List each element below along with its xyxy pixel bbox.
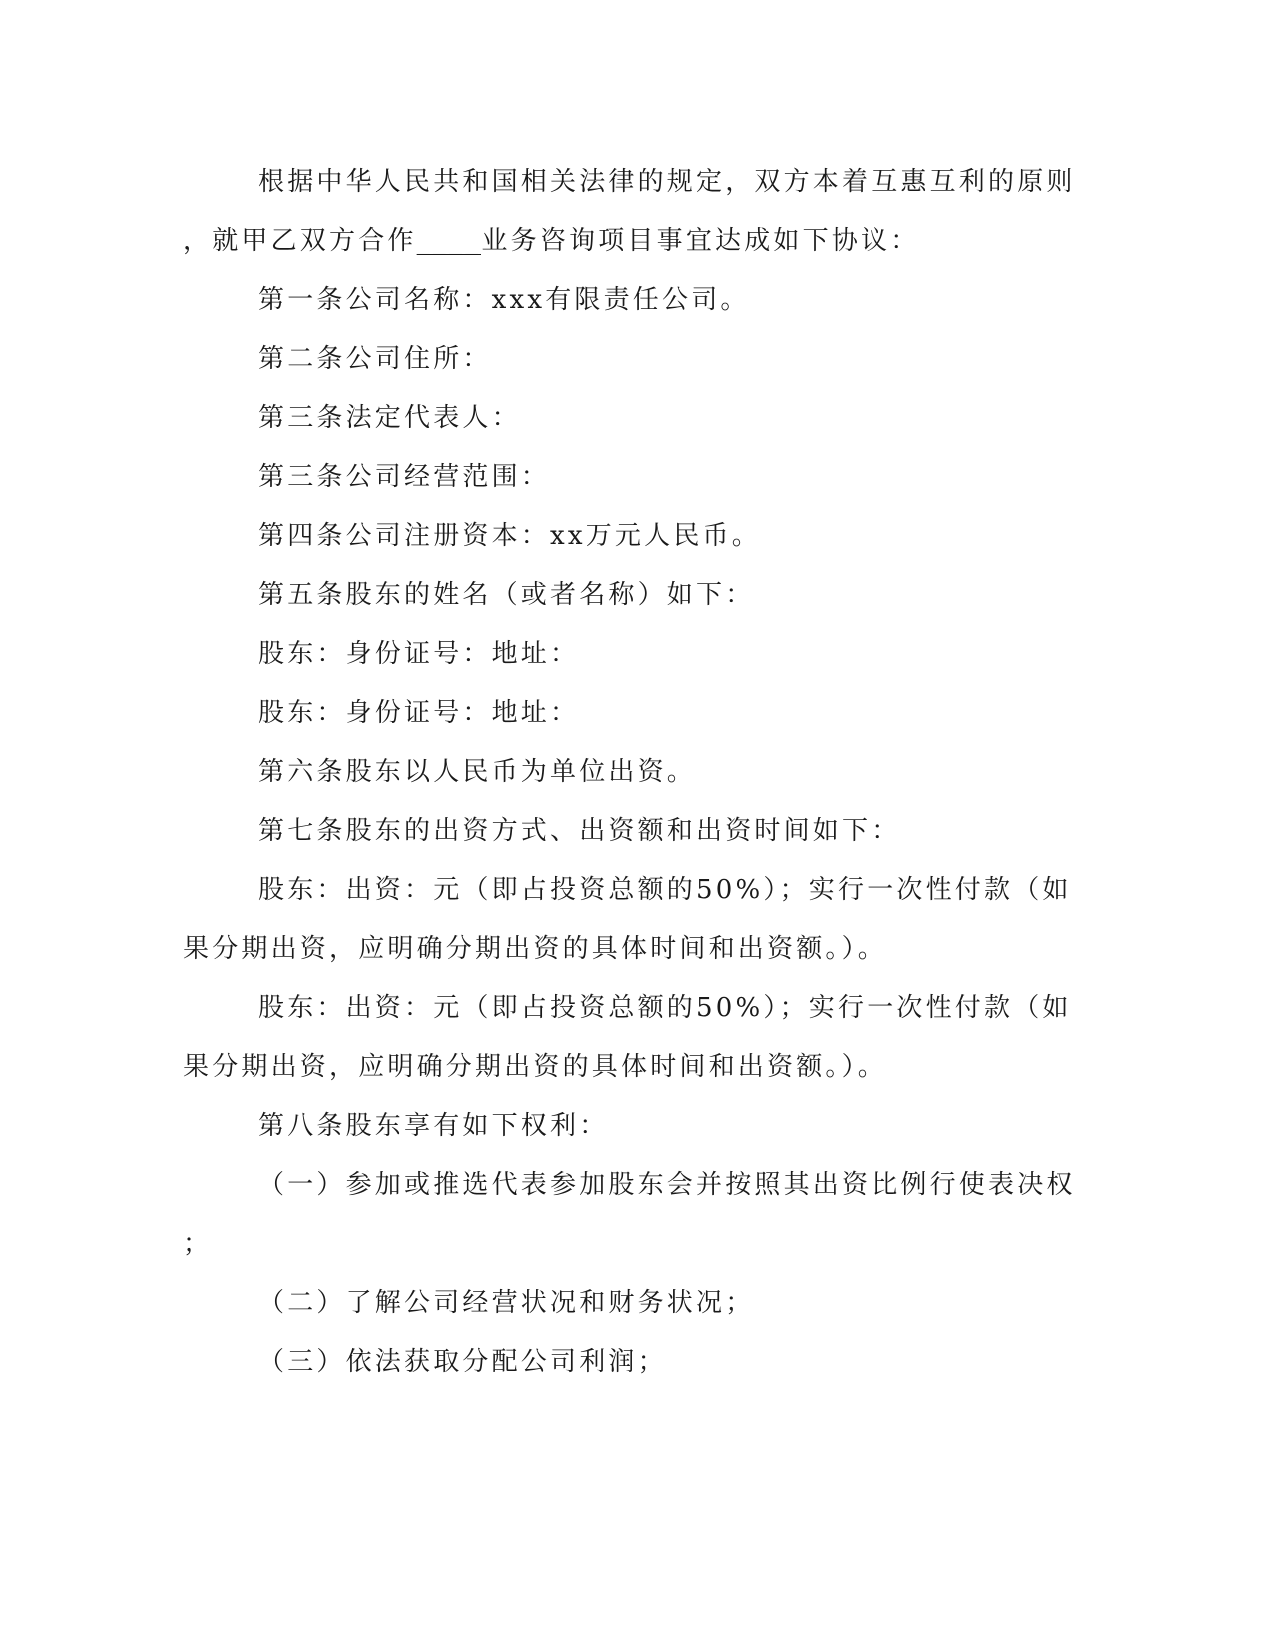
article-8-rights: 第八条股东享有如下权利： — [258, 1111, 609, 1141]
right-1-line-2: ； — [183, 1229, 213, 1259]
article-2-company-address: 第二条公司住所： — [258, 344, 492, 374]
shareholder-entry-1: 股东：身份证号：地址： — [258, 639, 580, 669]
contribution-2-line-1: 股东：出资：元（即占投资总额的50%）；实行一次性付款（如 — [258, 993, 1072, 1023]
intro-paragraph-line-2 — [183, 224, 1043, 258]
article-5-shareholder-names: 第五条股东的姓名（或者名称）如下： — [258, 580, 755, 610]
contribution-1-line-2: 果分期出资，应明确分期出资的具体时间和出资额。）。 — [183, 934, 888, 964]
article-4-registered-capital: 第四条公司注册资本：xx万元人民币。 — [258, 521, 761, 551]
contribution-1-line-1: 股东：出资：元（即占投资总额的50%）；实行一次性付款（如 — [258, 875, 1072, 905]
intro-text-before-blank: ，就甲乙双方合作 — [183, 226, 417, 256]
right-3: （三）依法获取分配公司利润； — [258, 1347, 667, 1377]
right-1-line-1: （一）参加或推选代表参加股东会并按照其出资比例行使表决权 — [258, 1170, 1076, 1200]
contribution-2-line-2: 果分期出资，应明确分期出资的具体时间和出资额。）。 — [183, 1052, 888, 1082]
article-1-company-name: 第一条公司名称：xxx有限责任公司。 — [258, 285, 750, 315]
article-3-legal-representative: 第三条法定代表人： — [258, 403, 521, 433]
intro-text-after-blank: 业务咨询项目事宜达成如下协议： — [481, 226, 920, 256]
shareholder-entry-2: 股东：身份证号：地址： — [258, 698, 580, 728]
article-7-contribution: 第七条股东的出资方式、出资额和出资时间如下： — [258, 816, 901, 846]
project-name-blank: ____ — [416, 226, 482, 256]
article-6-currency: 第六条股东以人民币为单位出资。 — [258, 757, 697, 787]
right-2: （二）了解公司经营状况和财务状况； — [258, 1288, 755, 1318]
intro-paragraph-line-1: 根据中华人民共和国相关法律的规定，双方本着互惠互利的原则 — [258, 167, 1076, 197]
article-3-business-scope: 第三条公司经营范围： — [258, 462, 551, 492]
